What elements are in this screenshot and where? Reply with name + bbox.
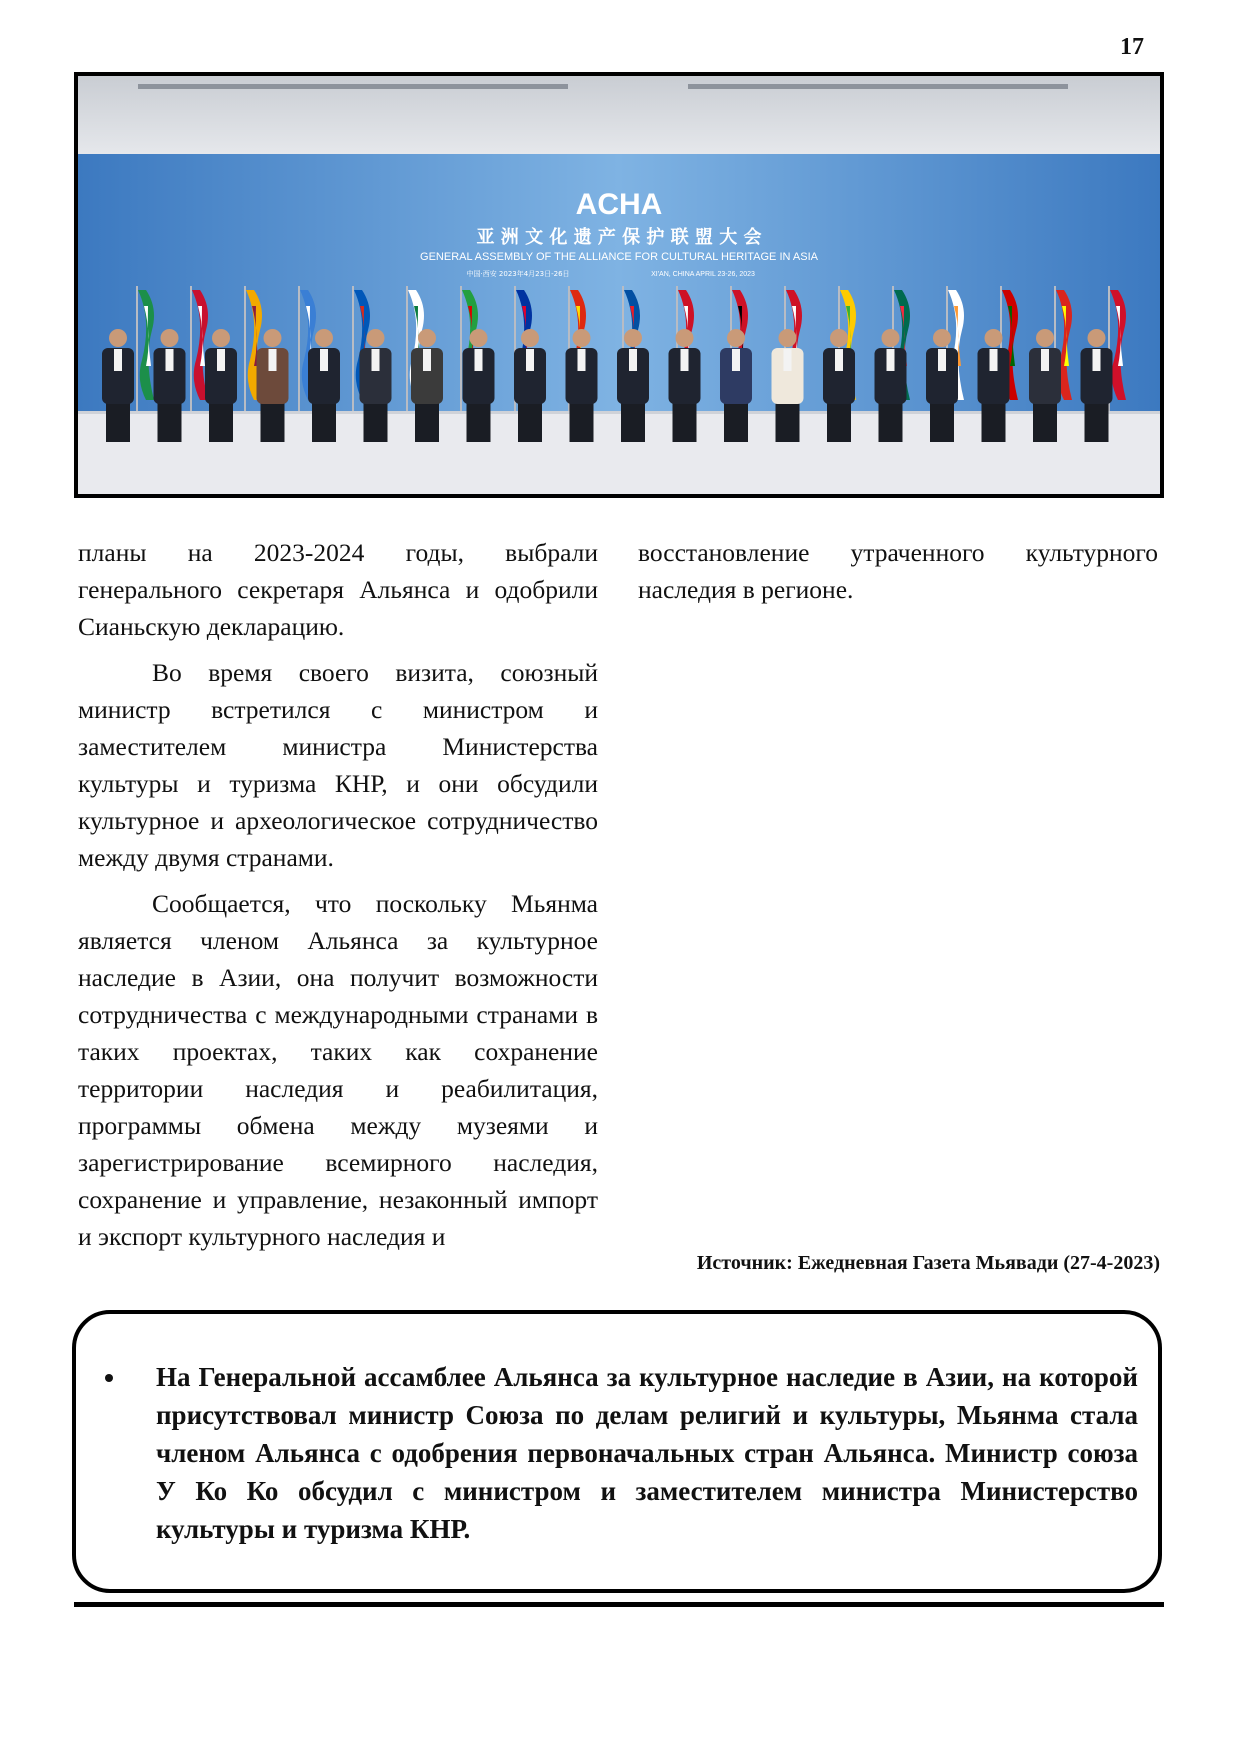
flag-pole [190, 286, 192, 416]
article-right-column [638, 534, 1158, 617]
article-left-column [78, 534, 598, 1264]
article-paragraph: восстановление утраченного культурного наследия в регионе. [638, 538, 1158, 604]
flag-pole [460, 286, 462, 416]
flag-pole [136, 286, 138, 416]
banner-date-en: XI'AN, CHINA APRIL 23-26, 2023 [651, 271, 755, 278]
article-paragraph: Сообщается, что поскольку Мьянма является членом Альянса за культурное наследие в Азии, она получит возможности сотрудничества с международными странами в таких проектах, таких как сохранение территории наследия и реабилитация, программы обмена между музеями и зарегистрирование всемирного наследия, сохранение и управление, незаконный импорт и экспорт культурного наследия и [78, 889, 598, 1251]
flag-pole [406, 286, 408, 416]
summary-bullet: • На Генеральной ассамблее Альянса за культурное наследие в Азии, на которой присутствовал министр Союза по делам религий и культуры, Мьянма стала членом Альянса с одобрения первоначальных стран Альянса. Министр союза У Ко Ко обсудил с министром и заместителем министра Министерство культуры и туризма КНР. [128, 1358, 1138, 1548]
banner-date-cn: 中国·西安 2023年4月23日-26日 [466, 270, 570, 278]
group-photo-illustration [78, 76, 1160, 494]
banner-english-title: GENERAL ASSEMBLY OF THE ALLIANCE FOR CULTURAL HERITAGE IN ASIA [420, 251, 818, 263]
article-paragraph: планы на 2023-2024 годы, выбрали генерального секретаря Альянса и одобрили Сианьскую декларацию. [78, 538, 598, 641]
article-paragraph: Во время своего визита, союзный министр встретился с министром и заместителем министра Министерства культуры и туризма КНР, и они обсудили культурное и археологическое сотрудничество между двумя странами. [78, 658, 598, 872]
banner-chinese-title: 亚 洲 文 化 遗 产 保 护 联 盟 大 会 [476, 227, 762, 248]
banner-logo: ACHA [575, 188, 663, 221]
group-photo [74, 72, 1164, 498]
footer-rule [74, 1602, 1164, 1607]
summary-box [72, 1310, 1162, 1593]
flag-pole [244, 286, 246, 416]
flag-pole [352, 286, 354, 416]
flag-pole [298, 286, 300, 416]
source-citation: Источник: Ежедневная Газета Мьявади (27-4-2023) [696, 1252, 1160, 1274]
page-number: 17 [1120, 34, 1144, 60]
